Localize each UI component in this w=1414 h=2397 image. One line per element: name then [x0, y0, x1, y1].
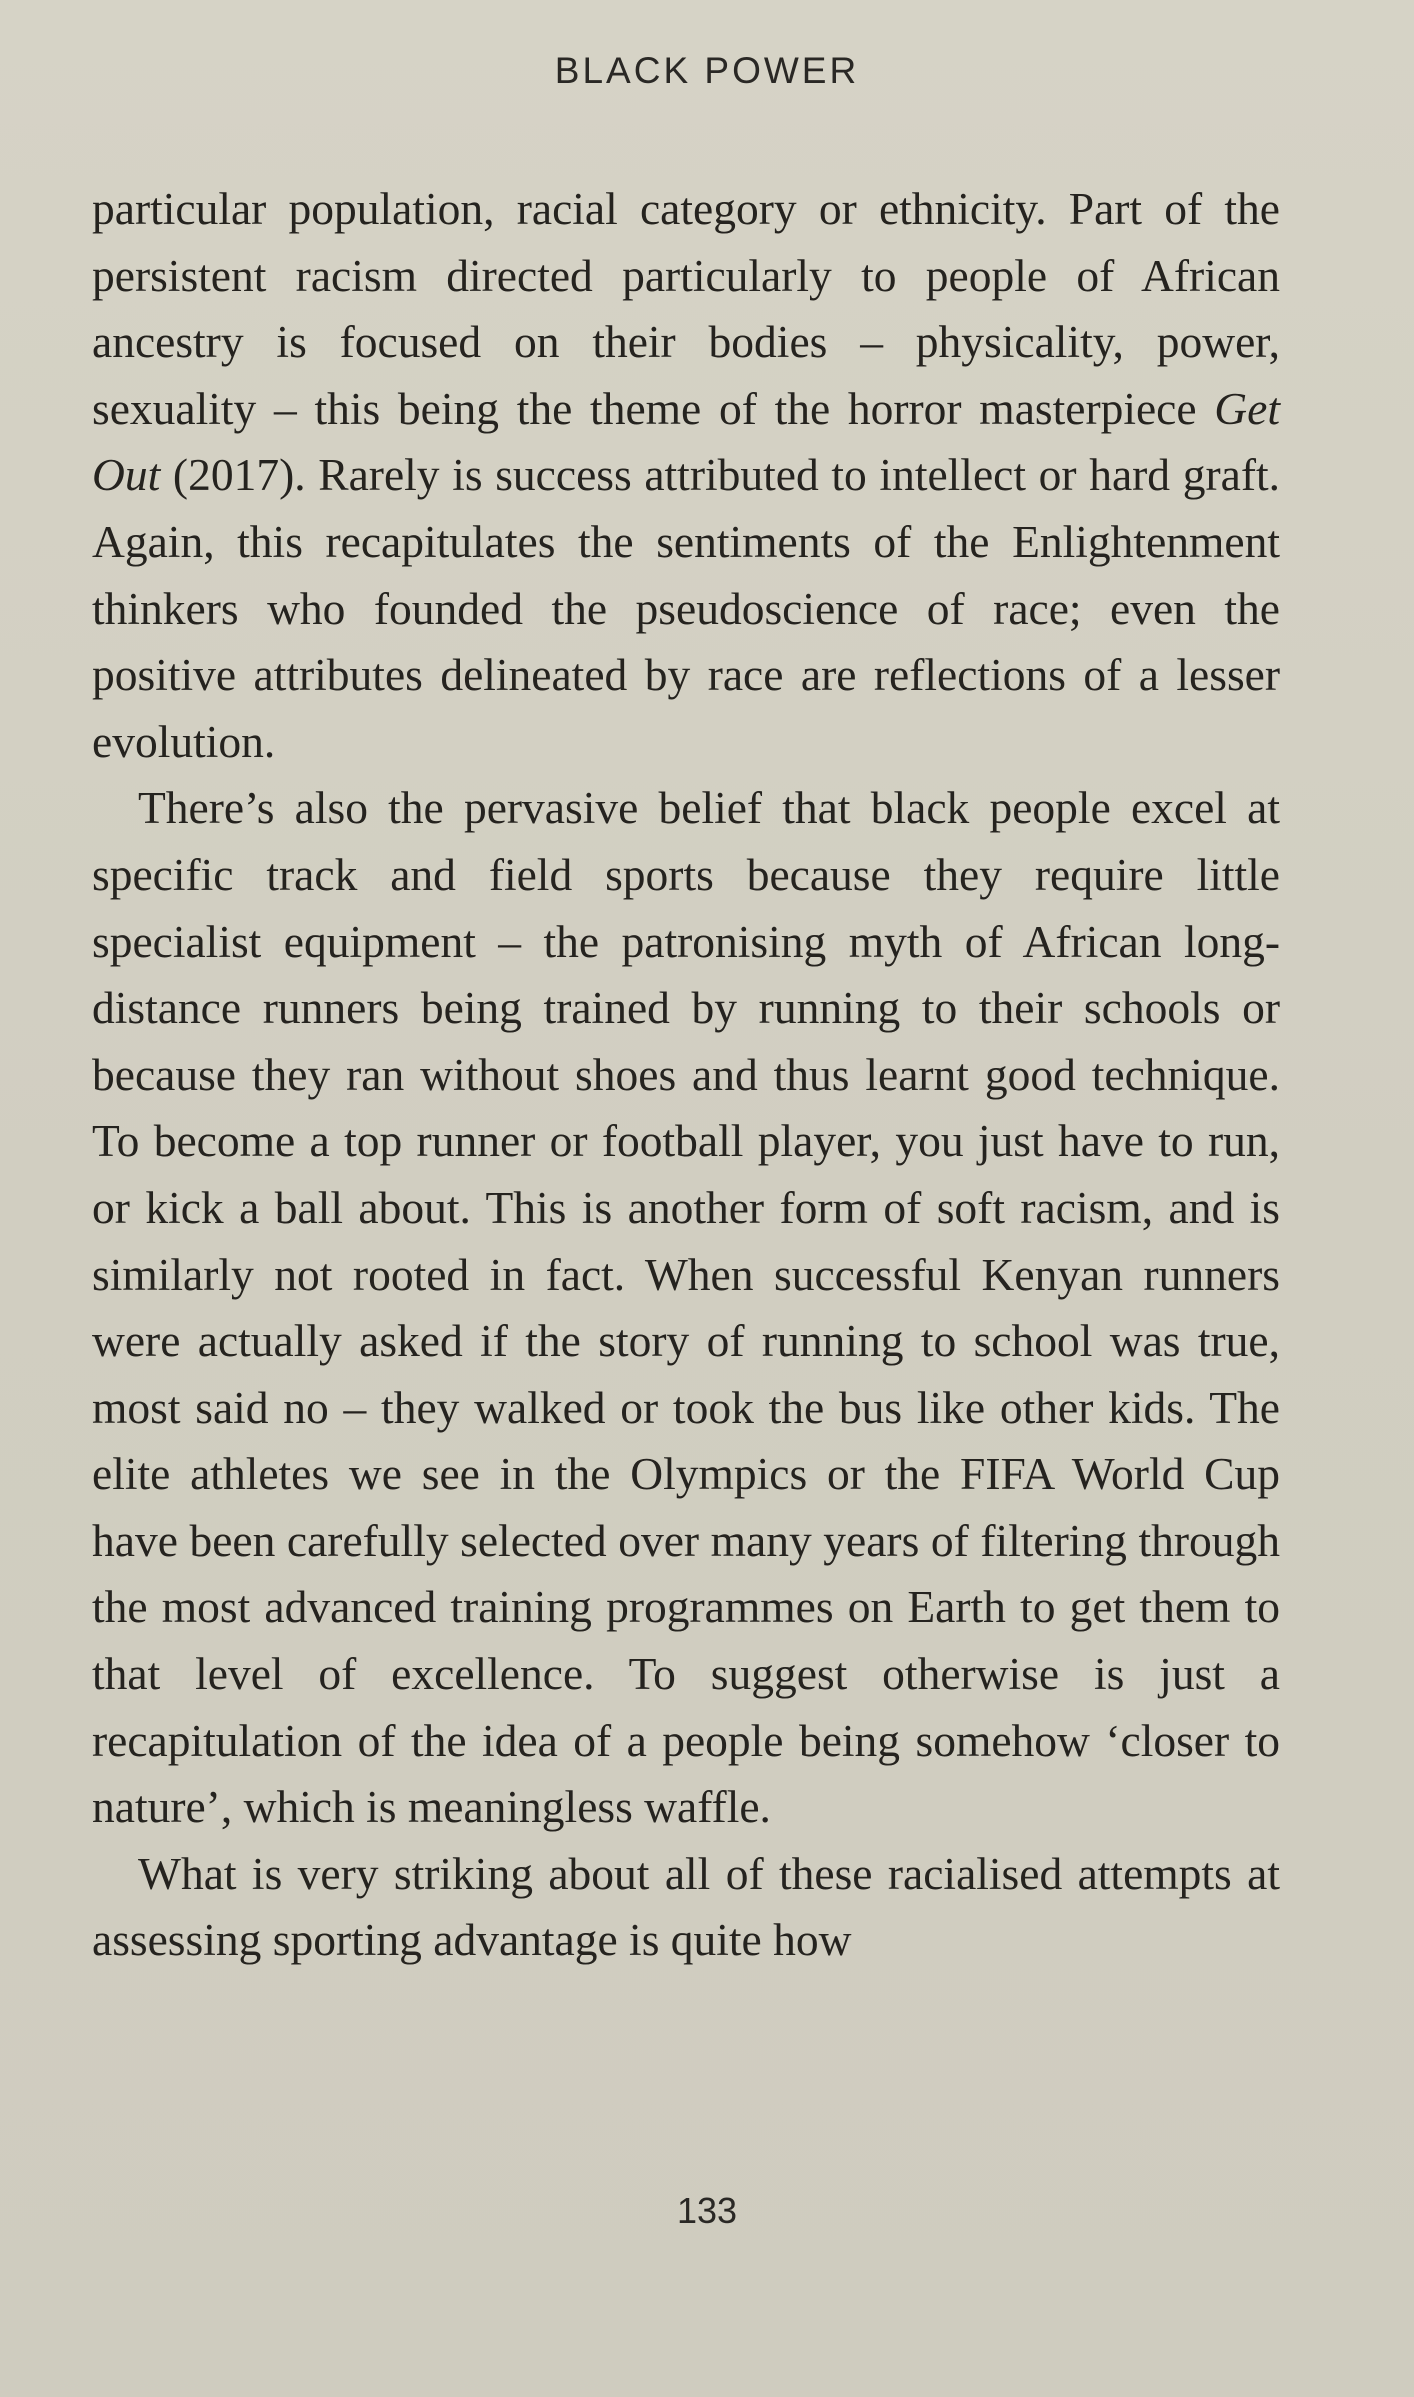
paragraph-1: [92, 176, 1280, 775]
paragraph-2: There’s also the pervasive belief that black people excel at specific track and field sports because they require little specialist equipment – the patronising myth of African long-distance runners being trained by running to their schools or because they ran without shoes and thus learnt good technique. To become a top runner or football player, you just have to run, or kick a ball about. This is another form of soft racism, and is similarly not rooted in fact. When successful Kenyan runners were actually asked if the story of running to school was true, most said no – they walked or took the bus like other kids. The elite athletes we see in the Olympics or the FIFA World Cup have been carefully selected over many years of filtering through the most advanced training programmes on Earth to get them to that level of excellence. To suggest otherwise is just a recapitulation of the idea of a people being somehow ‘closer to nature’, which is meaningless waffle.: [92, 782, 1280, 1833]
film-title: Get Out: [92, 382, 1280, 501]
running-head: BLACK POWER: [554, 50, 860, 91]
page-number: 133: [676, 2190, 738, 2231]
paragraph-1-text-b: (2017). Rarely is success attributed to intellect or hard graft. Again, this recapitulates the sentiments of the Enlightenment thinkers who founded the pseudoscience of race; even the positive attributes delineated by race are reflections of a lesser evolution.: [92, 449, 1280, 767]
paragraph-1-text-a: particular population, racial category or ethnicity. Part of the persistent racism directed particularly to people of African ancestry is focused on their bodies – physicality, power, sexuality – this being the theme of the horror masterpiece: [92, 183, 1280, 434]
paragraph-3: What is very striking about all of these racialised attempts at assessing sporting advantage is quite how: [92, 1847, 1280, 1966]
body-text: [92, 176, 1280, 1974]
